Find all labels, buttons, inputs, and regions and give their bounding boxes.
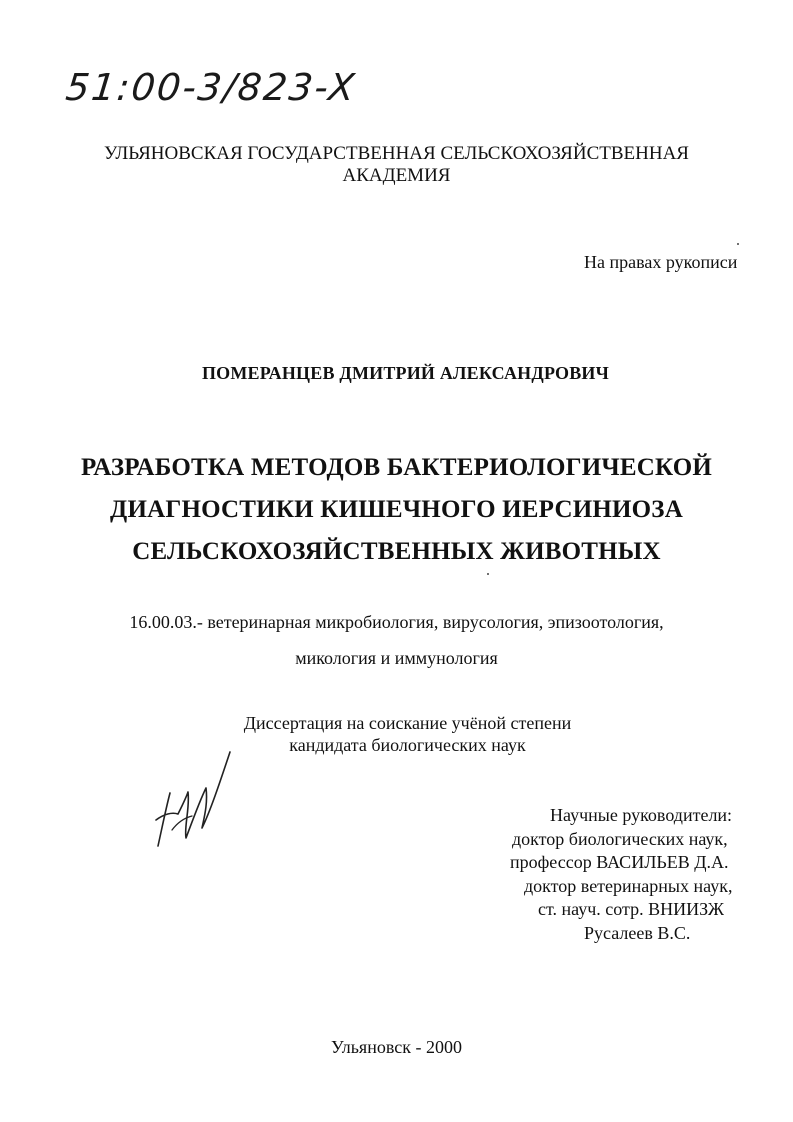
supervisor-2-position: ст. науч. сотр. ВНИИЗЖ: [538, 899, 725, 919]
title-line-1: РАЗРАБОТКА МЕТОДОВ БАКТЕРИОЛОГИЧЕСКОЙ: [80, 454, 713, 481]
city-year: Ульяновск - 2000: [331, 1037, 462, 1057]
supervisor-2-degree: доктор ветеринарных наук,: [524, 875, 733, 896]
speck: [737, 243, 739, 245]
supervisors-heading: Научные руководители:: [550, 805, 733, 825]
manuscript-rights: На правах рукописи: [584, 252, 738, 272]
archive-number: 51:00-3/823-X: [63, 66, 359, 109]
dissertation-line-1: Диссертация на соискание учёной степени: [243, 713, 572, 733]
institution-line-1: УЛЬЯНОВСКАЯ ГОСУДАРСТВЕННАЯ СЕЛЬСКОХОЗЯЙСТВЕННАЯ: [104, 143, 689, 164]
title-line-3: СЕЛЬСКОХОЗЯЙСТВЕННЫХ ЖИВОТНЫХ: [132, 538, 661, 565]
specialty-line-1: 16.00.03.- ветеринарная микробиология, вирусология, эпизоотология,: [129, 612, 664, 632]
institution-line-2: АКАДЕМИЯ: [342, 165, 451, 186]
speck: [487, 573, 489, 575]
supervisor-1-degree: доктор биологических наук,: [512, 828, 728, 849]
specialty-line-2: микология и иммунология: [295, 648, 498, 668]
handwritten-signature: [148, 748, 238, 853]
supervisors-block: [490, 804, 750, 945]
supervisor-2-name: Русалеев В.С.: [584, 922, 691, 943]
dissertation-line-2: кандидата биологических наук: [289, 735, 526, 755]
title-line-2: ДИАГНОСТИКИ КИШЕЧНОГО ИЕРСИНИОЗА: [110, 496, 683, 523]
supervisor-1-name: профессор ВАСИЛЬЕВ Д.А.: [510, 852, 729, 872]
author-name: ПОМЕРАНЦЕВ ДМИТРИЙ АЛЕКСАНДРОВИЧ: [201, 363, 610, 383]
